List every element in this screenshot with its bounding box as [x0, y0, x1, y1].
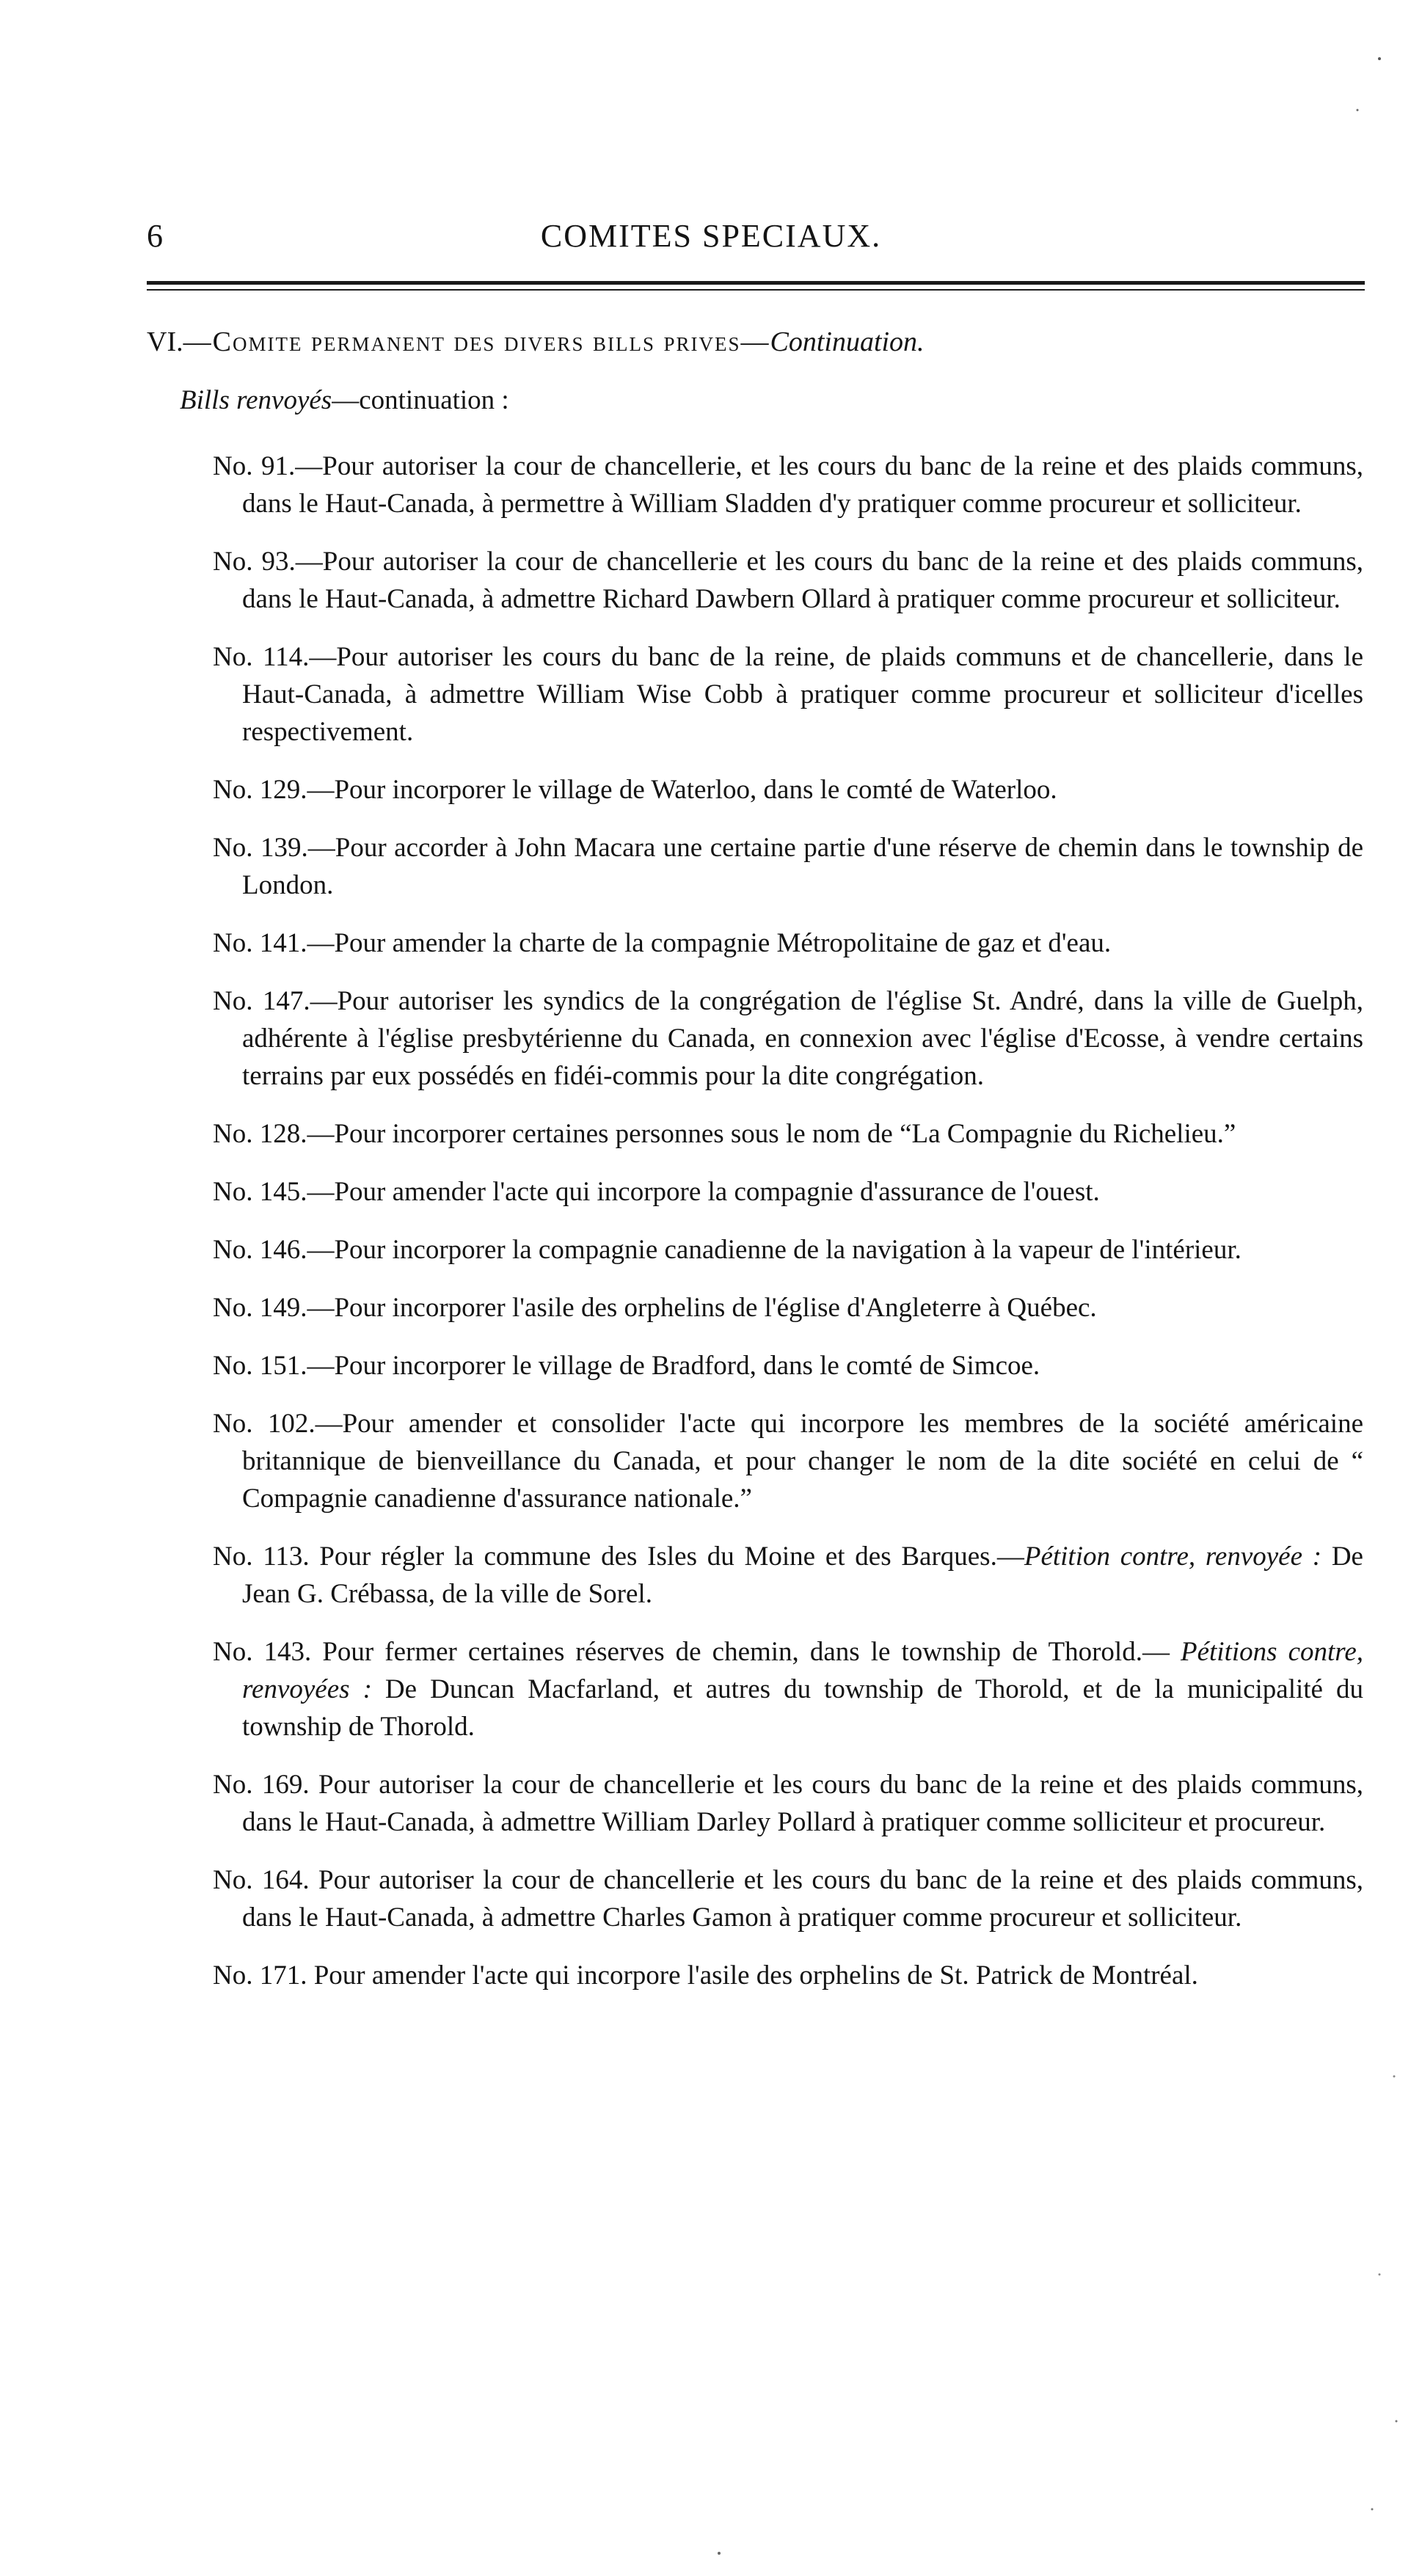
bill-entry: [213, 1861, 1363, 1936]
bill-entry-text: No. 113. Pour régler la commune des Isles du Moine et des Barques.—: [213, 1541, 1024, 1572]
bill-entry: [213, 1347, 1363, 1384]
bill-entry-text: No. 143. Pour fermer certaines réserves de chemin, dans le township de Thorold.—: [213, 1637, 1181, 1667]
bill-entry: [213, 1538, 1363, 1613]
bill-entry: [213, 1766, 1363, 1841]
bill-entry: [213, 982, 1363, 1095]
bill-entry: [213, 771, 1363, 809]
bill-entry: [213, 1231, 1363, 1269]
bill-entry-text: No. 102.—Pour amender et consolider l'acte qui incorpore les membres de la société américaine britannique de bienveillance du Canada, et pour changer le nom de la dite société en celui de “ Compagnie canadienne d'assurance nationale.”: [213, 1409, 1363, 1514]
page-number: 6: [147, 218, 163, 254]
section-numeral: VI.: [147, 326, 183, 357]
bill-entry-text: No. 145.—Pour amender l'acte qui incorpore la compagnie d'assurance de l'ouest.: [213, 1177, 1100, 1207]
bill-entry: [213, 543, 1363, 618]
petition-note: Pétition contre, renvoyée :: [1024, 1541, 1322, 1572]
bill-entry-text: No. 169. Pour autoriser la cour de chancellerie et les cours du banc de la reine et des plaids communs, dans le Haut-Canada, à admettre William Darley Pollard à pratiquer comme solliciteur et procureur.: [213, 1770, 1363, 1837]
bill-entry: [213, 1633, 1363, 1745]
subheading: [180, 382, 509, 420]
section-heading: [147, 323, 925, 361]
bill-entry-text: No. 171. Pour amender l'acte qui incorpore l'asile des orphelins de St. Patrick de Montréal.: [213, 1960, 1198, 1991]
subheading-rest: —continuation :: [332, 385, 509, 415]
bill-entry: [213, 924, 1363, 962]
bill-entry: [213, 1405, 1363, 1517]
bill-entry-text-after: De Duncan Macfarland, et autres du township de Thorold, et de la municipalité du township de Thorold.: [242, 1674, 1363, 1742]
bill-entry-text: No. 151.—Pour incorporer le village de Bradford, dans le comté de Simcoe.: [213, 1351, 1040, 1381]
bill-entry-text: No. 146.—Pour incorporer la compagnie canadienne de la navigation à la vapeur de l'intérieur.: [213, 1235, 1241, 1265]
bill-entry-text: No. 93.—Pour autoriser la cour de chancellerie et les cours du banc de la reine et des plaids communs, dans le Haut-Canada, à admettre Richard Dawbern Ollard à pratiquer comme procureur et solliciteur.: [213, 547, 1363, 614]
section-title: —Comite permanent des divers bills prives—: [183, 326, 770, 357]
bill-entry: [213, 1173, 1363, 1211]
bill-entry-text-after: De Jean G. Crébassa, de la ville de Sorel.: [242, 1541, 1363, 1609]
bill-entry: [213, 448, 1363, 522]
bill-entry: [213, 829, 1363, 904]
section-continuation: Continuation.: [770, 326, 925, 357]
bill-entry-text: No. 129.—Pour incorporer le village de Waterloo, dans le comté de Waterloo.: [213, 775, 1057, 805]
bill-entry-text: No. 91.—Pour autoriser la cour de chancellerie, et les cours du banc de la reine et des plaids communs, dans le Haut-Canada, à permettre à William Sladden d'y pratiquer comme procureur et solliciteur.: [213, 451, 1363, 519]
bill-entry-text: No. 147.—Pour autoriser les syndics de la congrégation de l'église St. André, dans la ville de Guelph, adhérente à l'église presbytérienne du Canada, en connexion avec l'église d'Ecosse, à vendre certains terrains par eux possédés en fidéi-commis pour la dite congrégation.: [213, 986, 1363, 1091]
bill-entry-text: No. 141.—Pour amender la charte de la compagnie Métropolitaine de gaz et d'eau.: [213, 928, 1112, 958]
bill-entry-text: No. 128.—Pour incorporer certaines personnes sous le nom de “La Compagnie du Richelieu.”: [213, 1119, 1236, 1149]
bill-entry: [213, 1289, 1363, 1327]
bill-list: [213, 448, 1363, 2015]
bill-entry-text: No. 139.—Pour accorder à John Macara une certaine partie d'une réserve de chemin dans le township de London.: [213, 833, 1363, 900]
header-rule-thin: [147, 289, 1365, 291]
bill-entry: [213, 638, 1363, 751]
bill-entry: [213, 1115, 1363, 1153]
bill-entry-text: No. 149.—Pour incorporer l'asile des orphelins de l'église d'Angleterre à Québec.: [213, 1293, 1097, 1323]
bill-entry-text: No. 114.—Pour autoriser les cours du banc de la reine, de plaids communs et de chancellerie, dans le Haut-Canada, à admettre William Wise Cobb à pratiquer comme procureur et solliciteur d'icelles respectivement.: [213, 642, 1363, 747]
header-rule-thick: [147, 281, 1365, 285]
petition-note: Pétitions contre, renvoyées :: [242, 1637, 1363, 1704]
subheading-label: Bills renvoyés: [180, 385, 332, 415]
bill-entry: [213, 1957, 1363, 1994]
bill-entry-text: No. 164. Pour autoriser la cour de chancellerie et les cours du banc de la reine et des plaids communs, dans le Haut-Canada, à admettre Charles Gamon à pratiquer comme procureur et solliciteur.: [213, 1865, 1363, 1933]
running-head: COMITES SPECIAUX.: [540, 218, 882, 254]
